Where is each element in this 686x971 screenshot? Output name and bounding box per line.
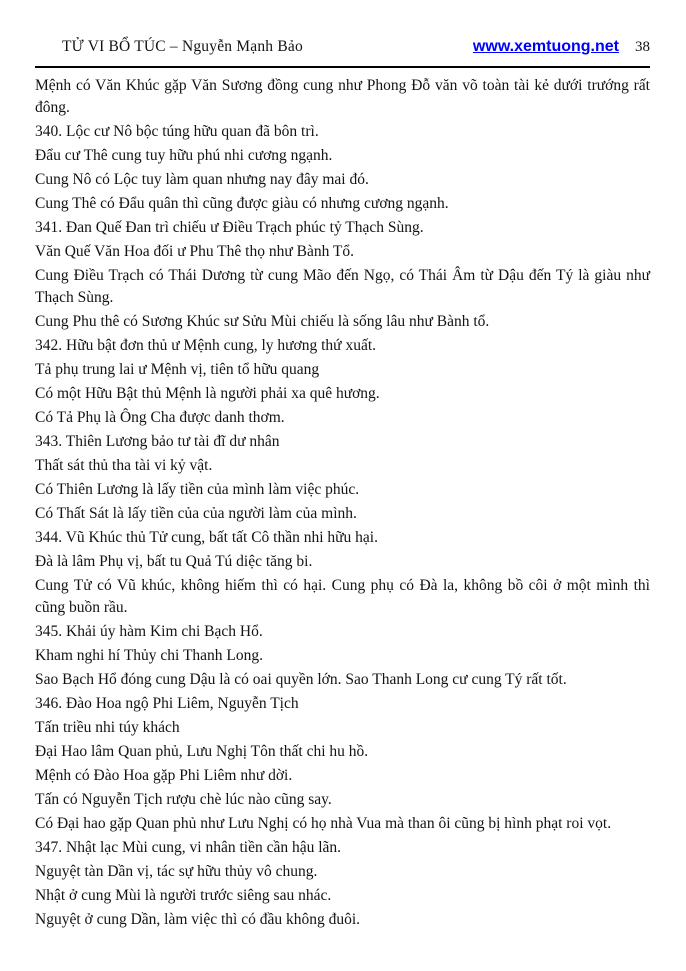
- paragraph: Kham nghi hí Thủy chi Thanh Long.: [35, 647, 264, 664]
- paragraph: 342. Hữu bật đơn thủ ư Mệnh cung, ly hương thứ xuất.: [35, 337, 377, 354]
- paragraph: Thất sát thủ tha tài vi kỷ vật.: [35, 457, 213, 474]
- paragraph: Văn Quế Văn Hoa đối ư Phu Thê thọ như Bành Tổ.: [35, 243, 355, 260]
- paragraph: 344. Vũ Khúc thủ Tử cung, bất tất Cô thần nhi hữu hại.: [35, 529, 378, 546]
- paragraph: Đà là lâm Phụ vị, bất tu Quả Tú diệc tăng bi.: [35, 553, 313, 570]
- paragraph: 347. Nhật lạc Mùi cung, vi nhân tiền cần hậu lãn.: [35, 839, 342, 856]
- paragraph: 345. Khải úy hàm Kim chi Bạch Hổ.: [35, 623, 263, 640]
- paragraph: Nhật ở cung Mùi là người trước siêng sau nhác.: [35, 887, 332, 904]
- paragraph: 343. Thiên Lương bảo tư tài đĩ dư nhân: [35, 433, 280, 450]
- page-number: 38: [635, 39, 650, 55]
- paragraph: Tấn triều nhi túy khách: [35, 719, 180, 736]
- paragraph: Cung Phu thê có Sương Khúc sư Sửu Mùi chiếu là sống lâu như Bành tổ.: [35, 313, 490, 330]
- paragraph: Cung Thê có Đẩu quân thì cũng được giàu có nhưng cương ngạnh.: [35, 195, 449, 212]
- paragraph: Tấn có Nguyễn Tịch rượu chè lúc nào cũng say.: [35, 791, 332, 808]
- paragraph: Đẩu cư Thê cung tuy hữu phú nhi cương ngạnh.: [35, 147, 333, 164]
- paragraph: Tả phụ trung lai ư Mệnh vị, tiên tổ hữu quang: [35, 361, 320, 378]
- paragraph: Có Đại hao gặp Quan phủ như Lưu Nghị có họ nhà Vua mà than ôi cũng bị hình phạt roi vọt.: [35, 815, 612, 832]
- paragraph: Đại Hao lâm Quan phủ, Lưu Nghị Tôn thất chi hu hồ.: [35, 743, 369, 760]
- header-divider: [35, 66, 650, 68]
- paragraph: 340. Lộc cư Nô bộc túng hữu quan đã bôn trì.: [35, 123, 319, 140]
- paragraph: Có Thiên Lương là lấy tiền của mình làm việc phúc.: [35, 481, 360, 498]
- paragraph: Cung Nô có Lộc tuy làm quan nhưng nay đây mai đó.: [35, 171, 369, 188]
- website-link[interactable]: www.xemtuong.net: [472, 38, 619, 55]
- paragraph: Có một Hữu Bật thủ Mệnh là người phải xa quê hương.: [35, 385, 380, 402]
- paragraph: Nguyệt ở cung Dần, làm việc thì có đầu không đuôi.: [35, 911, 361, 928]
- document-body: [35, 75, 650, 931]
- paragraph: Mệnh có Văn Khúc gặp Văn Sương đồng cung như Phong Đỗ văn võ toàn tài kẻ dưới trướng rất đông.: [35, 77, 650, 116]
- paragraph: Nguyệt tàn Dần vị, tác sự hữu thủy vô chung.: [35, 863, 318, 880]
- paragraph: Mệnh có Đào Hoa gặp Phi Liêm như dời.: [35, 767, 293, 784]
- paragraph: Cung Điều Trạch có Thái Dương từ cung Mão đến Ngọ, có Thái Âm từ Dậu đến Tý là giàu như Thạch Sùng.: [35, 267, 650, 306]
- paragraph: Có Thất Sát là lấy tiền của của người làm của mình.: [35, 505, 357, 522]
- paragraph: 346. Đào Hoa ngộ Phi Liêm, Nguyễn Tịch: [35, 695, 299, 712]
- page-header: [35, 38, 650, 56]
- paragraph: Có Tả Phụ là Ông Cha được danh thơm.: [35, 409, 285, 426]
- paragraph: Cung Tử có Vũ khúc, không hiếm thì có hại. Cung phụ có Đà la, không bồ côi ở một mình thì cũng buồn rầu.: [35, 577, 650, 616]
- header-right: [473, 38, 650, 56]
- paragraph: 341. Đan Quế Đan trì chiếu ư Điều Trạch phúc tỷ Thạch Sùng.: [35, 219, 424, 236]
- book-title: TỬ VI BỔ TÚC – Nguyễn Mạnh Bảo: [62, 38, 303, 55]
- paragraph: Sao Bạch Hổ đóng cung Dậu là có oai quyền lớn. Sao Thanh Long cư cung Tý rất tốt.: [35, 671, 567, 688]
